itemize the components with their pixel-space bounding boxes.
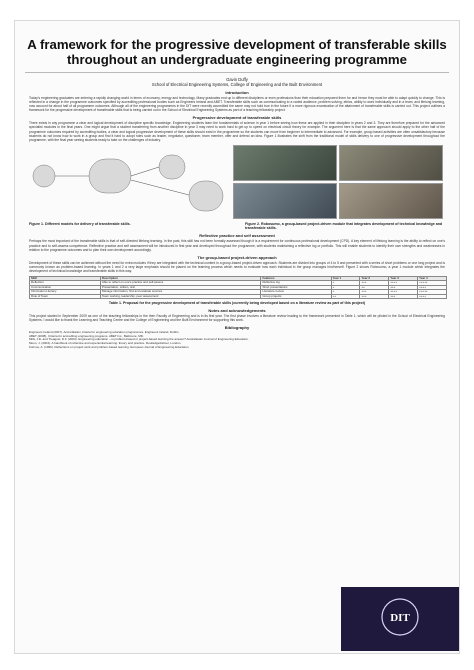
bibliography-heading: Bibliography: [224, 325, 250, 331]
table-row: [30, 294, 447, 298]
dit-logo: [341, 587, 459, 651]
bibliography-item: Moon, J. (2004). A handbook of reflective and experiential learning: theory and practice. RoutledgeFalmer, London.: [29, 342, 182, 345]
diagram-arrow: [131, 167, 159, 176]
table-header: Description: [100, 277, 260, 281]
reflective-heading: Reflective practice and self assessment: [199, 233, 275, 239]
intro-heading: Introduction: [225, 90, 249, 95]
dit-logo-text: DIT: [390, 612, 410, 624]
skills-table: [29, 276, 447, 299]
table-cell: ++++: [389, 281, 418, 285]
diagram-node: [159, 155, 185, 179]
figure-1-caption: Figure 1. Different models for delivery of transferable skills.: [29, 221, 131, 226]
notes-heading: Notes and acknowledgements: [208, 308, 266, 314]
table-cell: ++: [360, 285, 389, 289]
robosumo-photo: [233, 183, 337, 219]
author: Gavin Duffy: [226, 77, 248, 82]
table-cell: Literature review: [261, 290, 331, 294]
table-cell: Short presentations: [261, 285, 331, 289]
table-cell: ++: [331, 294, 360, 298]
table-header: Skill: [30, 277, 101, 281]
figure-row: [29, 145, 445, 221]
table-cell: Information Literacy: [30, 290, 101, 294]
table-header: Year 4: [418, 277, 447, 281]
figure-1-diagram: [29, 145, 229, 221]
table-cell: Able to reflect on one’s practice and self-assess: [100, 281, 260, 285]
robosumo-photo: [233, 145, 337, 181]
table-header: Year 2: [360, 277, 389, 281]
table-header: Features: [261, 277, 331, 281]
table-cell: +: [331, 281, 360, 285]
progressive-heading: Progressive development of transferable skills: [192, 115, 282, 121]
title-divider: [25, 72, 449, 73]
table-cell: ++++: [389, 290, 418, 294]
reflective-text: Perhaps the most important of the transferable skills is that of self-directed lifelong learning. In the past, this skill has not been formally assessed though it is a requirement for continuous professional development (CPD). A key element of lifelong learning is the ability to reflect on one’s practice and to self-assess competence. Reflective practice and self assessment will be introduced in first year and developed throughout the programme, with students maintaining a reflective log or portfolio. This will enable students to identify their own strengths and weaknesses in relation to the programme outcomes and to plan their own development accordingly.: [29, 239, 445, 252]
table-cell: Reflection: [30, 281, 101, 285]
diagram-node: [33, 165, 55, 187]
diagram-arrow: [131, 180, 189, 195]
table-header: Year 3: [389, 277, 418, 281]
bibliography-list: [29, 331, 329, 349]
table-cell: +: [331, 285, 360, 289]
table-cell: ++++: [418, 285, 447, 289]
table-cell: +++: [389, 294, 418, 298]
intro-text: Today’s engineering graduates are entering a rapidly changing world in terms of economy, energy and technology. Many graduates end up in different disciplines or even professions than their education prepared them for and hence they must be able to adapt quickly to change. This is reflected in a change in the programme outcomes specified by accrediting professional bodies such as Engineers Ireland and ABET. Transferable skills such as communicating to a varied audience, problem solving, ethics, ability to work individually and in a team, and lifelong learning, now account for about half of all programme outcomes. Although all of the engineering programmes in the DIT were recently accredited the same may not hold true in the future if a more rigorous examination of the attainment of transferable skills is carried out. This project outlines a framework for the progressive development of transferable skills that is being carried out in the School of Electrical Engineering Systems as part of a teaching fellowship project.: [29, 96, 445, 113]
figure-2-caption: Figure 2. Robosumo, a group-based project-driven module that integrates development of technical knowledge and transferable skills.: [245, 221, 443, 231]
poster: [14, 20, 460, 654]
progressive-text: There exists in any programme a clear and logical development of discipline specific knowledge. Engineering students learn the fundamentals of science in year 1 before seeing how these are applied in their discipline in years 2 and 3. They are therefore prepared for the advanced specialist modules in the final years. One might argue that a student transferring from another discipline in year 3 may need to work hard to get up to speed on electrical circuit theory for example. The argument here is that the same approach should apply to the other half of the programme outcomes required by accrediting bodies, a clear and logical progressive development of these skills should exist in the programme so the students can move from beginner to intermediate to advanced. For example, group based activities are often unsatisfactory because students do not know how to work in a group and find it hard to adopt roles such as leader, negotiator, questioner, team member, offer and defend an idea. Figure 1 illustrates the shift from the traditional model of skills delivery to one of progressive development throughout the programme, with the final year seeing students ready to take on the challenges of industry.: [29, 121, 445, 142]
bibliography-item: Engineers Ireland (2007). Accreditation criteria for engineering education programmes. Engineers Ireland, Dublin.: [29, 331, 180, 335]
table-cell: +++: [360, 281, 389, 285]
notes-text: This project started in September 2009 as one of the teaching fellowships in the then Faculty of Engineering and is in its first year. The first phase involves a literature review leading to the framework presented in Table 1, which will be piloted in the School of Electrical Engineering Systems. I would like to thank the Learning and Teaching Centre and the College of Engineering and the Built Environment for supporting this work.: [29, 314, 445, 323]
diagram-node: [189, 181, 223, 211]
table-cell: Team working, leadership, peer assessment: [100, 294, 260, 298]
figure-2-photos: [233, 145, 445, 221]
table-cell: +++++: [418, 290, 447, 294]
poster-title: A framework for the progressive development of transferable skills throughout an undergraduate engineering programme: [27, 37, 447, 67]
table-cell: Role of Team: [30, 294, 101, 298]
table-header: Year 1: [331, 277, 360, 281]
group-text: Development of these skills can be achieved without the need for extra modules if they are integrated with the technical content in a group-based project-driven approach. Students are divided into groups of 4 to 5 and presented with a series of short problems or one long project and is commonly known as problem-based learning. In years 1 and 2 a very large emphasis should be placed on the learning process which needs to evaluate how each individual in the group manages him/herself. Figure 2 shows Robosumo, a year 1 module which integrates the development of technical knowledge and transferable skills in this way.: [29, 260, 445, 273]
bibliography-item: Mills, J.E. and Treagust, D.F. (2003). Engineering education – is problem-based or project-based learning the answer? Australasian Journal of Engineering Education.: [29, 338, 249, 342]
affiliation: School of Electrical Engineering Systems, College of Engineering and the Built Environment: [151, 82, 323, 87]
table-cell: +++: [360, 290, 389, 294]
dit-logo-mark: [341, 587, 459, 651]
models-diagram: [29, 145, 229, 221]
robosumo-photo: [339, 145, 443, 181]
table-cell: +++: [389, 285, 418, 289]
figure-captions: [29, 222, 445, 231]
table-cell: +++: [360, 294, 389, 298]
table-cell: Communication: [30, 285, 101, 289]
table-cell: Reflective log: [261, 281, 331, 285]
table-cell: Presentation, written, oral: [100, 285, 260, 289]
table-cell: Manage information, find and evaluate sources: [100, 290, 260, 294]
table-cell: +: [331, 290, 360, 294]
table-cell: +++++: [418, 281, 447, 285]
group-heading: The group-based project-driven approach: [197, 254, 277, 260]
robosumo-photo: [339, 183, 443, 219]
bibliography-item: ABET (2008). Criteria for accrediting engineering programs. ABET Inc., Baltimore, MD.: [29, 334, 144, 338]
bibliography-item: Kolmos, A. (1996). Reflections on project work and problem-based learning. European Journal of Engineering Education.: [29, 345, 190, 349]
table-cell: ++++: [418, 294, 447, 298]
diagram-node: [89, 159, 131, 193]
table-caption: Table 1. Proposal for the progressive development of transferable skills (currently being developed based on a literature review as part of this project): [108, 301, 366, 306]
table-cell: Group projects: [261, 294, 331, 298]
